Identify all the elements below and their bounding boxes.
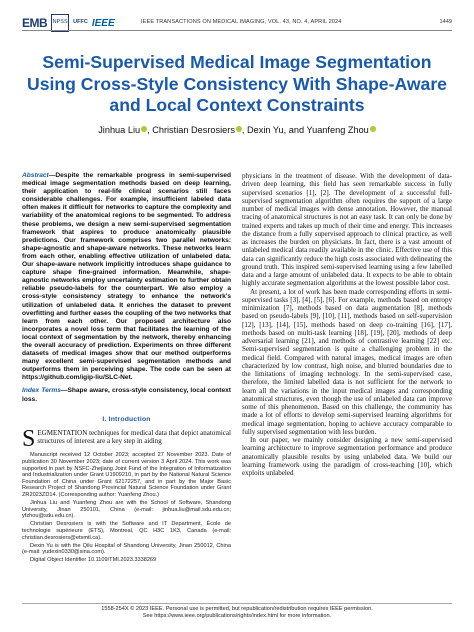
copyright-notice bbox=[22, 606, 452, 620]
footnote: Jinhua Liu and Yuanfeng Zhou are with the School of Software, Shandong University, Jinan 250101, China (e-mail: jinhua.liu@mail.sdu.edu.cn; yfzhou@sdu.edu.cn). bbox=[22, 500, 231, 520]
intro-first-word: EGMENTATION bbox=[37, 428, 88, 437]
author-name: Yuanfeng Zhou bbox=[306, 125, 369, 135]
footnote: Christian Desrosiers is with the Software and IT Department, École de technologie supérieure (ETS), Montreal, QC H3C 1K3, Canada (e-mail: christian.desrosiers@etsmtl.ca). bbox=[22, 521, 231, 541]
index-terms-text: —Shape aware, cross-style consistency, local context loss. bbox=[22, 387, 231, 403]
body-paragraph: physicians in the treatment of disease. With the development of data-driven deep learning, this field has seen remarkable success in fully supervised scenarios [1], [2]. The development of a successful full-supervised segmentation algorithm often requires the support of a large number of medical images with dense annotation. However, the manual tracing of anatomical structures is not an easy task. It can only be done by trained experts and takes up much of their time and energy. This increases the distance from a fully supervised approach to clinical practice, as well as increases the burden on physicians. In fact, there is a vast amount of unlabeled medical data readily available in the clinic. Effective use of this data can significantly reduce the high costs associated with delineating the ground truth. This inspired semi-supervised learning using a few labelled data and a large amount of unlabeled data. It expects to be able to obtain highly accurate segmentation algorithms at the lowest possible labor cost. bbox=[242, 172, 452, 288]
left-column bbox=[22, 172, 231, 565]
running-head: IEEE TRANSACTIONS ON MEDICAL IMAGING, VOL. 43, NO. 4, APRIL 2024 bbox=[141, 19, 342, 25]
abstract-text: —Despite the remarkable progress in semi-supervised medical image segmentation methods based on deep learning, their application to real-life clinical scenarios still faces considerable challenges. For example, insufficient labeled data often makes it difficult for networks to capture the complexity and variability of the anatomical regions to be segmented. To address these problems, we design a new semi-supervised segmentation framework that aspires to produce anatomically plausible predictions. Our framework comprises two parallel networks: shape-agnostic and shape-aware networks. These networks learn from each other, enabling effective utilization of unlabeled data. Our shape-aware network implicitly introduces shape guidance to capture shape fine-grained information. Meanwhile, shape-agnostic networks employ uncertainty estimation to further obtain reliable pseudo-labels for the counterpart. We also employ a cross-style consistency strategy to enhance the network's utilization of unlabeled data. It enriches the dataset to prevent overfitting and further eases the coupling of the two networks that learn from each other. Our proposed architecture also incorporates a novel loss term that facilitates the learning of the local context of segmentation by the network, thereby enhancing the overall accuracy of prediction. Experiments on three different datasets of medical images show that our method outperforms many excellent semi-supervised segmentation methods and outperforms them in perceiving shape. The code can be seen at https://github.com/igip-liu/SLC-Net. bbox=[22, 172, 231, 382]
page-number: 1449 bbox=[439, 19, 452, 25]
index-terms bbox=[22, 387, 231, 403]
intro-text: techniques for medical data that depict anatomical structures of interest are a key step in aiding bbox=[37, 428, 231, 446]
footnote: Dexin Yu is with the Qilu Hospital of Shandong University, Jinan 250012, China (e-mail: yudexin0330@sina.com). bbox=[22, 542, 231, 556]
uffc-logo: UFFC bbox=[73, 19, 88, 26]
npss-logo: NPSS bbox=[51, 14, 69, 32]
footnote: Manuscript received 12 October 2023; accepted 27 November 2023. Date of publication 30 November 2023; date of current version 3 April 2024. This work was supported in part by NSFC-Zhejiang Joint Fund of the Integration of Informatization and Industrialization under Grant U1909210, in part by the National Natural Science Foundation of China under Grant 62172257, and in part by the Major Basic Research Project of Shandong Provincial Natural Science Foundation under Grant ZR2023ZD14. (Corresponding author: Yuanfeng Zhou.) bbox=[22, 452, 231, 498]
orcid-icon[interactable] bbox=[370, 126, 376, 132]
drop-cap: S bbox=[22, 425, 36, 452]
copyright-line: 1558-254X © 2023 IEEE. Personal use is permitted, but republication/redistribution requires IEEE permission. bbox=[101, 606, 373, 612]
footnotes bbox=[22, 452, 231, 564]
footnote: Digital Object Identifier 10.1109/TMI.2023.3338269 bbox=[30, 557, 157, 564]
footer-rule bbox=[22, 603, 452, 604]
section-heading: I. Introduction bbox=[102, 415, 151, 423]
paper-title: Semi-Supervised Medical Image Segmentation Using Cross-Style Consistency With Shape-Aware and Local Context Constraints bbox=[27, 52, 447, 115]
author-name: Christian Desrosiers bbox=[152, 125, 235, 135]
header-rule bbox=[22, 30, 452, 31]
right-column bbox=[242, 172, 452, 477]
intro-paragraph bbox=[22, 425, 231, 452]
orcid-icon[interactable] bbox=[141, 126, 147, 132]
author-name: Jinhua Liu bbox=[98, 125, 141, 135]
body-paragraph: At present, a lot of work has been made corresponding efforts in semi-supervised tasks [3], [4], [5], [6]. For example, methods based on entropy minimization [7], methods based on data augmentation [8], methods based on pseudo-labels [9], [10], [11], methods based on self-supervision [12], [13], [14], [15], methods based on deep co-training [16], [17], methods based on multi-task learning [18], [19], [20], methods of deep adversarial learning [21], and methods of contrastive learning [22] etc. Semi-supervised segmentation is quite a challenging problem in the medical field. Compared with natural images, medical images are often characterized by low contrast, high noise, and blurred boundaries due to the limitations of imaging technology. In the semi-supervised case, therefore, the limited labelled data is not sufficient for the network to learn all the variations in the input medical images and corresponding anatomical structures, even though the use of unlabeled data can improve some of this phenomenon. Based on this challenge, the community has made a lot of efforts to develop semi-supervised learning algorithms for medical image segmentation, hoping to achieve accuracy comparable to fully supervised segmentation with less burden. bbox=[242, 287, 452, 436]
author-list: Jinhua Liu , Christian Desrosiers , Dexin Yu, and Yuanfeng Zhou bbox=[20, 125, 454, 135]
abstract-lead: Abstract bbox=[22, 172, 49, 179]
body-paragraph: In our paper, we mainly consider designing a new semi-supervised learning architecture to improve segmentation performance and produce anatomically plausible results by using unlabeled data. We build our learning framework using the paradigm of cross-teaching [10], which exploits unlabeled bbox=[242, 436, 452, 477]
ieee-logo: IEEE bbox=[91, 17, 115, 29]
orcid-icon[interactable] bbox=[236, 126, 242, 132]
copyright-line: See https://www.ieee.org/publications/rights/index.html for more information. bbox=[142, 612, 332, 619]
author-name: Dexin Yu bbox=[247, 125, 284, 135]
abstract bbox=[22, 172, 231, 382]
publisher-logos bbox=[22, 12, 130, 34]
index-terms-lead: Index Terms bbox=[22, 387, 61, 395]
emb-logo: EMB bbox=[22, 16, 48, 30]
